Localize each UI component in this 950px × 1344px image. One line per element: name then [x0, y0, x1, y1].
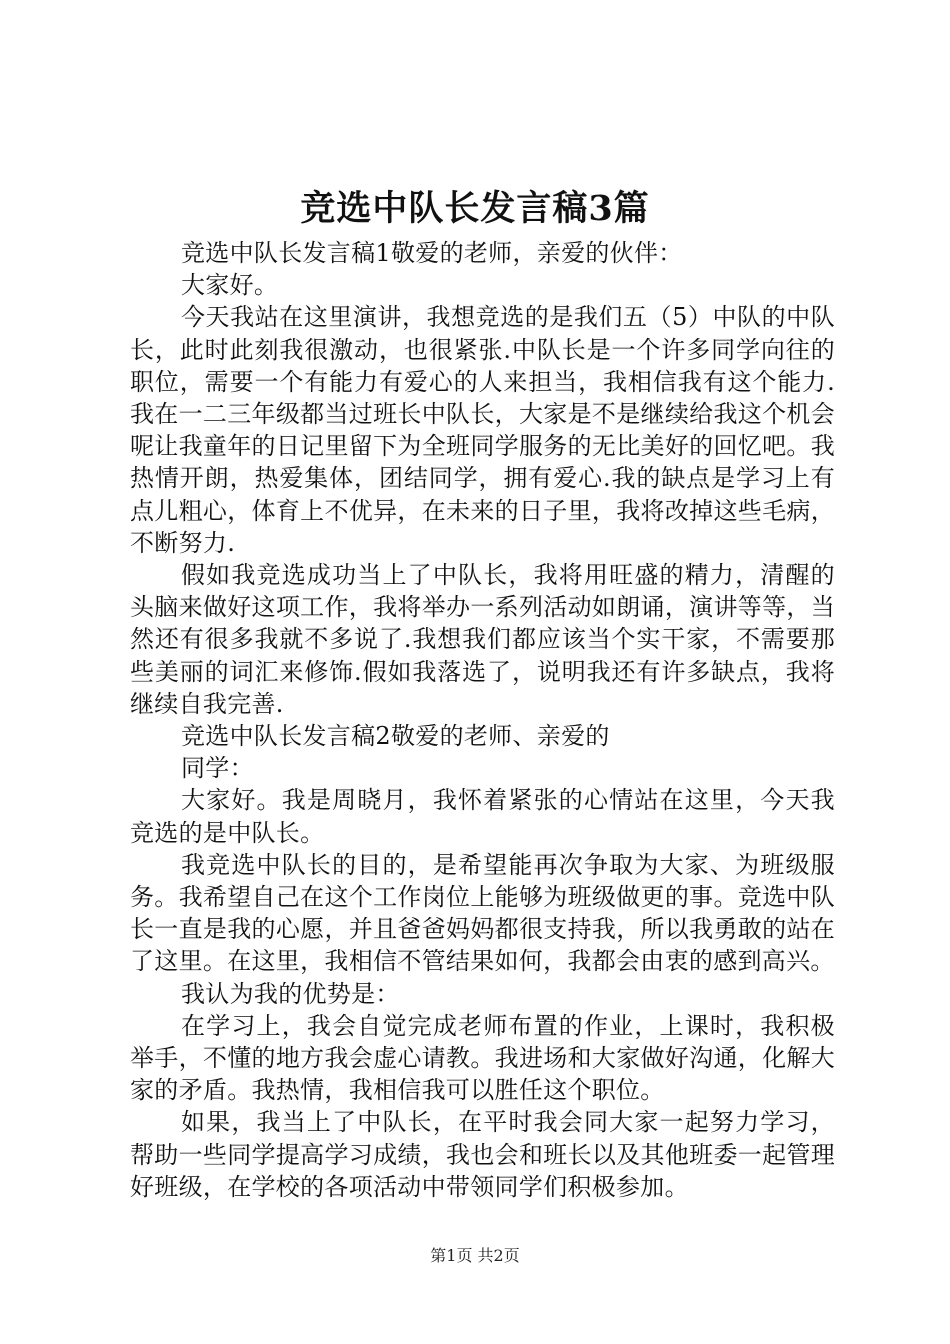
document-body [130, 237, 835, 1203]
paragraph: 在学习上，我会自觉完成老师布置的作业，上课时，我积极举手，不懂的地方我会虚心请教。我进场和大家做好沟通，化解大家的矛盾。我热情，我相信我可以胜任这个职位。 [130, 1011, 835, 1105]
paragraph: 如果，我当上了中队长，在平时我会同大家一起努力学习，帮助一些同学提高学习成绩，我也会和班长以及其他班委一起管理好班级，在学校的各项活动中带领同学们积极参加。 [130, 1108, 835, 1201]
paragraph: 大家好。 [181, 271, 279, 300]
paragraph: 今天我站在这里演讲，我想竞选的是我们五（5）中队的中队长，此时此刻我很激动，也很紧张.中队长是一个许多同学向往的职位，需要一个有能力有爱心的人来担当，我相信我有这个能力.我在一二三年级都当过班长中队长，大家是不是继续给我这个机会呢让我童年的日记里留下为全班同学服务的无比美好的回忆吧。我热情开朗，热爱集体，团结同学，拥有爱心.我的缺点是学习上有点儿粗心，体育上不优异，在未来的日子里，我将改掉这些毛病，不断努力. [130, 303, 835, 557]
paragraph: 同学： [181, 754, 254, 783]
paragraph: 竞选中队长发言稿2敬爱的老师、亲爱的 [181, 722, 610, 751]
paragraph: 假如我竞选成功当上了中队长，我将用旺盛的精力，清醒的头脑来做好这项工作，我将举办一系列活动如朗诵，演讲等等，当然还有很多我就不多说了.我想我们都应该当个实干家，不需要那些美丽的词汇来修饰.假如我落选了，说明我还有许多缺点，我将继续自我完善. [130, 561, 835, 718]
paragraph: 我认为我的优势是： [181, 979, 400, 1008]
document-title: 竞选中队长发言稿3篇 [300, 188, 650, 229]
paragraph: 大家好。我是周晓月，我怀着紧张的心情站在这里，今天我竞选的是中队长。 [130, 786, 835, 847]
paragraph: 竞选中队长发言稿1敬爱的老师，亲爱的伙伴： [181, 239, 683, 267]
paragraph: 我竞选中队长的目的，是希望能再次争取为大家、为班级服务。我希望自己在这个工作岗位上能够为班级做更的事。竞选中队长一直是我的心愿，并且爸爸妈妈都很支持我，所以我勇敢的站在了这里。在这里，我相信不管结果如何，我都会由衷的感到高兴。 [130, 850, 835, 976]
page-footer: 第1页 共2页 [430, 1246, 520, 1265]
